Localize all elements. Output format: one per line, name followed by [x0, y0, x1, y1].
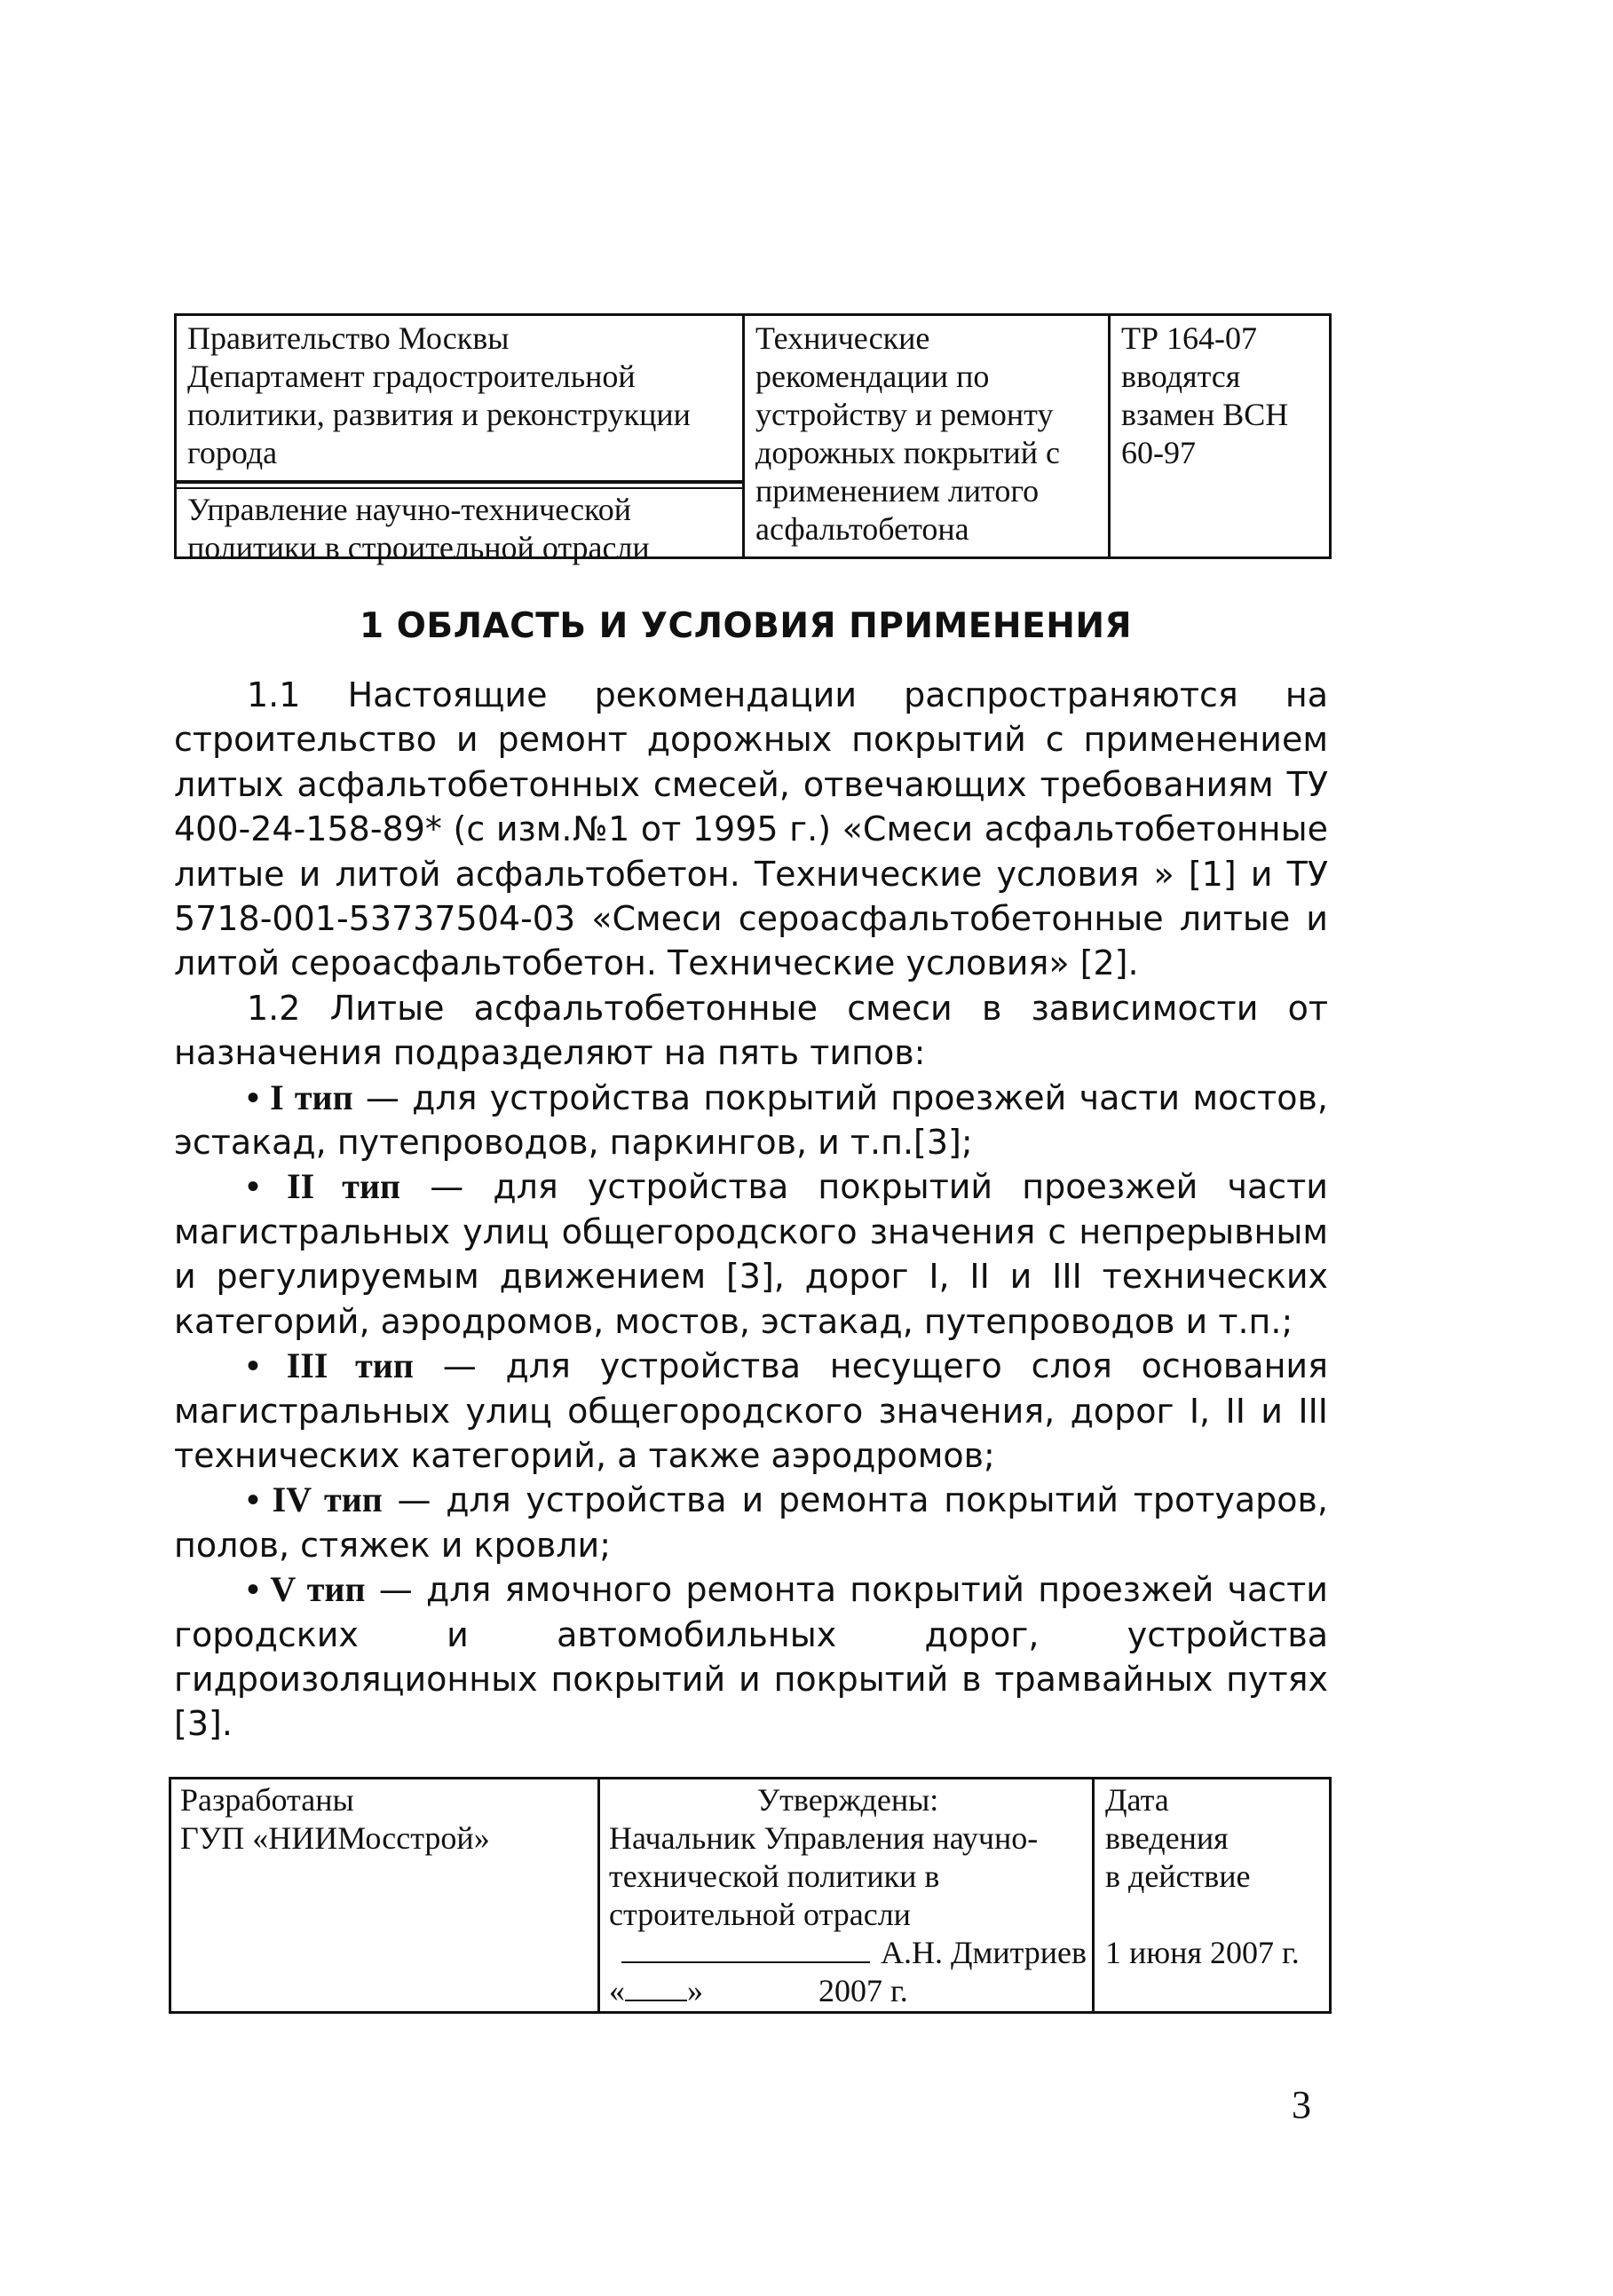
type-item	[174, 1567, 1328, 1747]
code-line: 60-97	[1121, 435, 1196, 470]
approved-label: Утверждены:	[756, 1782, 939, 1818]
header-table	[174, 313, 1332, 565]
org-line: города	[187, 435, 278, 470]
section-heading: 1 ОБЛАСТЬ И УСЛОВИЯ ПРИМЕНЕНИЯ	[359, 606, 1133, 646]
approver-line: строительной отрасли	[609, 1897, 911, 1932]
approver-line: Начальник Управления научно-	[609, 1820, 1039, 1856]
title-line: применением литого	[755, 473, 1040, 509]
type-text: — для ямочного ремонта покрытий проезжей части городских и автомобильных дорог, устройства гидроизоляционных покрытий и покрытий в трамвайных путях [3].	[174, 1570, 1329, 1744]
developer-cell	[171, 1779, 600, 2011]
org-line: Департамент градостроительной	[187, 359, 636, 394]
page-number: 3	[1292, 2083, 1311, 2126]
type-label: • V тип	[247, 1569, 366, 1610]
title-line: Технические	[755, 320, 930, 356]
header-code-cell	[1111, 316, 1329, 556]
title-line: устройству и ремонту	[755, 397, 1054, 432]
type-label: • I тип	[247, 1077, 353, 1117]
dept-line: Управление научно-технической	[187, 492, 631, 527]
date-quote-open: «	[609, 1973, 625, 2008]
type-label: • IV тип	[247, 1479, 383, 1520]
effective-line: введения	[1105, 1820, 1229, 1856]
title-line: асфальтобетона	[755, 511, 969, 547]
code-line: ТР 164-07	[1121, 320, 1257, 356]
developed-label: Разработаны	[180, 1782, 354, 1818]
effective-date-cell	[1095, 1779, 1329, 2011]
type-item	[174, 1478, 1328, 1567]
effective-line	[1105, 1896, 1324, 1934]
type-text: — для устройства покрытий проезжей части мостов, эстакад, путепроводов, паркингов, и т.п.[3];	[174, 1077, 1328, 1163]
effective-date: 1 июня 2007 г.	[1105, 1935, 1300, 1970]
title-line: рекомендации по	[755, 359, 990, 394]
approver-name: А.Н. Дмитриев	[880, 1935, 1087, 1970]
code-line: вводятся	[1121, 359, 1241, 394]
approval-cell	[600, 1779, 1095, 2011]
body-text	[174, 673, 1328, 1747]
approval-date-row	[609, 1972, 1087, 2010]
divider	[177, 480, 742, 484]
type-text: — для устройства покрытий проезжей части магистральных улиц общегородского значения с непрерывным и регулируемым движением [3], дорог I, II и III технических категорий, аэродромов, мостов, эстакад, путепроводов и т.п.;	[174, 1167, 1328, 1341]
type-label: • III тип	[247, 1345, 414, 1386]
effective-line: в действие	[1105, 1858, 1251, 1894]
type-item	[174, 1076, 1328, 1165]
type-item	[174, 1344, 1328, 1478]
date-quote-close: »	[687, 1973, 703, 2008]
developed-by: ГУП «НИИМосстрой»	[180, 1820, 490, 1856]
divider	[177, 487, 742, 489]
org-line: Правительство Москвы	[187, 320, 510, 356]
header-title-cell	[745, 316, 1111, 556]
dept-line: политики в строительной отрасли	[187, 530, 650, 565]
type-item	[174, 1164, 1328, 1344]
approval-year: 2007 г.	[818, 1973, 908, 2008]
signature-row	[609, 1934, 1087, 1972]
effective-line: Дата	[1105, 1782, 1169, 1818]
code-line: взамен ВСН	[1121, 397, 1289, 432]
paragraph-1-2: 1.2 Литые асфальтобетонные смеси в зависимости от назначения подразделяют на пять типов:	[174, 988, 1328, 1073]
approver-line: технической политики в	[609, 1858, 940, 1894]
footer-table	[169, 1777, 1332, 2014]
header-org-cell	[177, 316, 745, 565]
org-line: политики, развития и реконструкции	[187, 397, 691, 432]
title-line: дорожных покрытий с	[755, 435, 1060, 470]
paragraph-1-1: 1.1 Настоящие рекомендации распространяются на строительство и ремонт дорожных покрытий с применением литых асфальтобетонных смесей, отвечающих требованиям ТУ 400-24-158-89* (с изм.№1 от 1995 г.) «Смеси асфальтобетонные литые и литой асфальтобетон. Технические условия » [1] и ТУ 5718-001-53737504-03 «Смеси сероасфальтобетонные литые и литой сероасфальтобетон. Технические условия» [2].	[174, 675, 1328, 983]
type-label: • II тип	[247, 1166, 401, 1207]
signature-line	[621, 1935, 870, 1963]
day-blank	[625, 2000, 687, 2001]
type-text: — для устройства и ремонта покрытий тротуаров, полов, стяжек и кровли;	[174, 1480, 1328, 1565]
type-text: — для устройства несущего слоя основания магистральных улиц общегородского значения, дорог I, II и III технических категорий, а также аэродромов;	[174, 1346, 1328, 1475]
